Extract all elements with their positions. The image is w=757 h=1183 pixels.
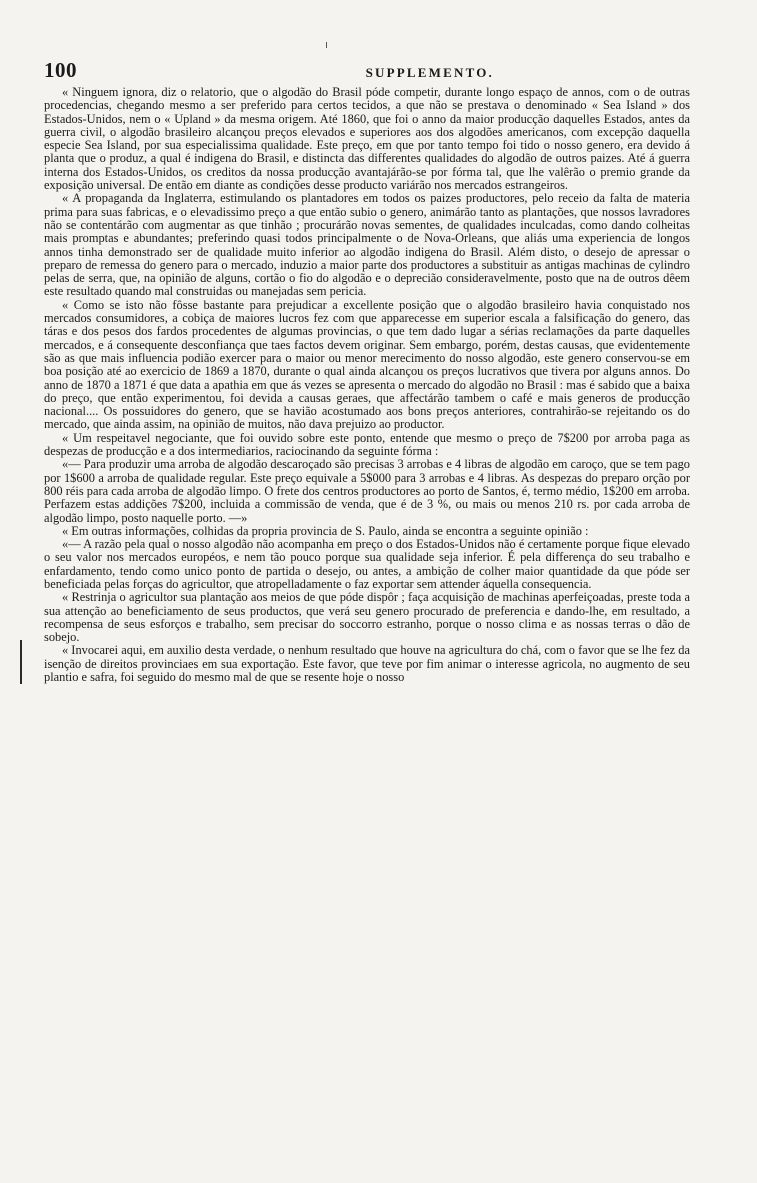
paragraph: « Invocarei aqui, em auxilio desta verdade, o nenhum resultado que houve na agricultura do chá, com o favor que se lhe fez da isenção de direitos provinciaes em sua exportação. Este favor, que teve por fim animar o interesse agricola, no augmento de seu plantio e safra, foi seguido do mesmo mal de que se resente hoje o nosso xyxy=(44,643,690,685)
paragraph: « Um respeitavel negociante, que foi ouvido sobre este ponto, entende que mesmo o preço de 7$200 por arroba paga as despezas de producção e a dos intermediarios, raciocinando da seguinte fórma : xyxy=(44,430,690,459)
margin-bar xyxy=(20,640,22,684)
print-mark xyxy=(326,42,327,48)
paragraph: « Restrinja o agricultor sua plantação aos meios de que póde dispôr ; faça acquisição de machinas aperfeiçoadas, preste toda a sua attenção ao beneficiamento de seus productos, que verá seu genero procurado de preferencia e dando-lhe, em resultado, a recompensa de seus esforços e trabalho, sem precisar do soccorro estranho, porque o nosso clima e as nossas terras o dão de sobejo. xyxy=(44,590,690,645)
page-number: 100 xyxy=(44,58,77,82)
paragraph: «— Para produzir uma arroba de algodão descaroçado são precisas 3 arrobas e 4 libras de algodão em caroço, que se tem pago por 1$600 a arroba de qualidade regular. Este preço equivale a 5$000 para 3 arrobas e 4 libras. As despezas do preparo orção por 800 réis para cada arroba de algodão limpo. O frete dos centros productores ao porto de Santos, é, termo médio, 1$200 em arroba. Perfazem estas addições 7$200, incluida a commissão de venda, que é de 3 %, ou mais ou menos 210 rs. por cada arroba de algodão limpo, posto naquelle porto. —» xyxy=(44,457,690,525)
paragraph: « A propaganda da Inglaterra, estimulando os plantadores em todos os paizes productores, pelo receio da falta de materia prima para suas fabricas, e o elevadissimo preço a que então subio o genero, animárão tanto as plantações, que nossos lavradores não se contentárão com augmentar as que tinhão ; procurárão novas sementes, de qualidades inculcadas, como dando colheitas mais promptas e abundantes; preferindo quasi todos principalmente o de Nova-Orleans, que aliás uma experiencia de longos annos tinha demonstrado ser de qualidade muito inferior ao algodão indigena do Brasil. Além disto, o desejo de apressar o preparo de remessa do genero para o mercado, induzio a maior parte dos productores a substituir as antigas machinas de cylindro pelas de serra, que, na opinião de alguns, cortão o fio do algodão e o deprecião consideravelmente, posto que na de outros dêem este resultado quando mal construidas ou manejadas sem pericia. xyxy=(44,191,690,299)
page xyxy=(44,58,690,684)
page-header xyxy=(44,58,690,82)
paragraph: « Como se isto não fôsse bastante para prejudicar a excellente posição que o algodão brasileiro havia conquistado nos mercados consumidores, a cobiça de maiores lucros fez com que apparecesse em superior escala a falsificação do genero, das táras e dos pesos dos fardos procedentes de algumas provincias, o que tem dado lugar a sérias reclamações da parte daquelles mercados, e á consequente desconfiança que taes factos devem originar. Sem embargo, porém, destas causas, que evidentemente são as que mais influencia podião exercer para o maior ou menor merecimento do nosso algodão, este genero conservou-se em boa posição até ao exercicio de 1869 a 1870, durante o qual ainda alcançou os preços lucrativos que tivera por alguns annos. Do anno de 1870 a 1871 é que data a apathia em que ás vezes se apresenta o mercado do algodão no Brasil : mas é sabido que a baixa do preço, que então experimentou, foi devida a causas geraes, que affectárão tambem o café e mais generos de producção nacional.... Os possuidores do genero, que se havião acostumado aos bons preços anteriores, contrahirão-se rejeitando os do mercado, que ainda assim, na opinião de muitos, não dava prejuizo ao productor. xyxy=(44,297,690,432)
paragraph: « Em outras informações, colhidas da propria provincia de S. Paulo, ainda se encontra a seguinte opinião : xyxy=(62,523,589,538)
paragraph: «— A razão pela qual o nosso algodão não acompanha em preço o dos Estados-Unidos não é certamente porque fique elevado o seu valor nos mercados européos, e nem tão pouco porque sua qualidade seja inferior. É pela differença do seu trabalho e enfardamento, tendo como unico ponto de partida o desejo, ou antes, a ambição de colher maior quantidade da que póde ser beneficiada pelas forças do agricultor, que atropelladamente o faz exportar sem attender áquella consequencia. xyxy=(44,537,690,591)
paragraph: « Ninguem ignora, diz o relatorio, que o algodão do Brasil póde competir, durante longo espaço de annos, com o de outras procedencias, chegando mesmo a ser preferido para certos tecidos, a que não se prestava o denominado « Sea Island » dos Estados-Unidos, nem o « Upland » da mesma origem. Até 1860, que foi o anno da maior producção daquelles Estados, antes da guerra civil, o algodão brasileiro alcançou preços elevados e superiores aos dos algodões americanos, com excepção daquella especie Sea Island, por sua especialissima qualidade. Este preço, em que por tanto tempo foi tido o nosso genero, era devido á planta que o produz, a qual é indigena do Brasil, e distincta das differentes qualidades do algodão de outros paizes. Até á guerra interna dos Estados-Unidos, os creditos da nossa producção avantajárão-se por fórma tal, que lhe valêrão o premio grande da exposição universal. De então em diante as condições desse producto variárão nos mercados estrangeiros. xyxy=(44,85,690,193)
running-head: SUPPLEMENTO. xyxy=(365,65,494,80)
page-body xyxy=(44,86,690,684)
